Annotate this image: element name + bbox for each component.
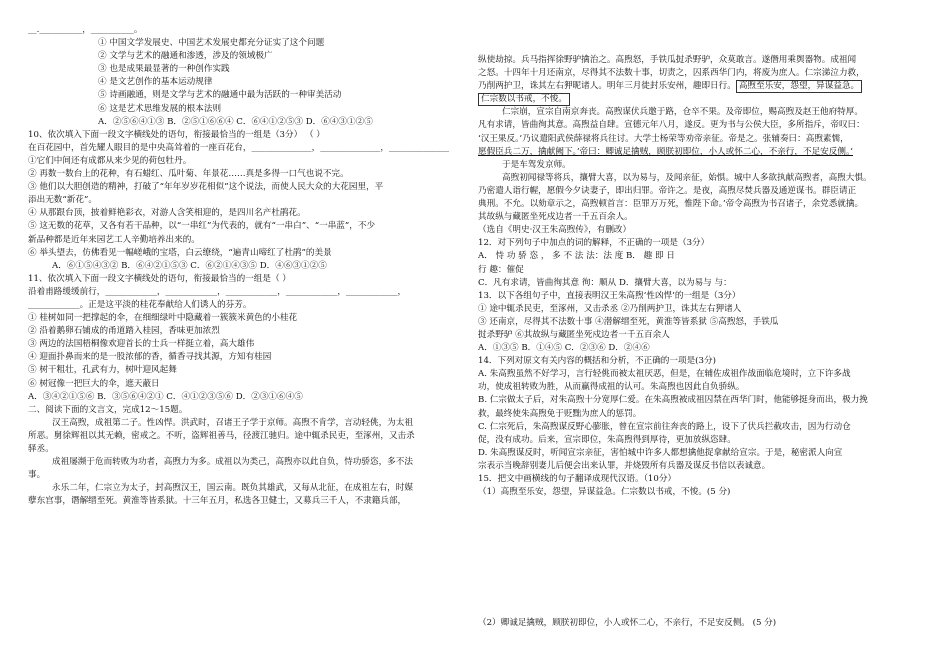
text-line [28,76,483,89]
text-line [28,116,483,129]
line-text: （选自《明史·汉王朱高煦传》，有删改） [478,225,632,236]
text-line [478,119,933,132]
line-text: ____________。正是这平淡的桂花奉献给人们诱人的芬芳。 [28,299,252,310]
line-text: ⑥ 这是艺术思维发展的根本法则 [98,103,222,114]
line-text: 事。 [28,470,46,481]
line-text: 永乐二年，仁宗立为太子，封高煦汉王，国云南。既负其雄武，又每从北征，在成祖左右，时媒 [52,483,413,494]
line-text: 高煦初闻禄等将兵，攘臂大喜，以为易与，及闻亲征，始惧。城中人多欲执献高煦者，高煦大惧。 [502,172,872,183]
text-line [478,159,933,172]
line-text: A．①③⑤ B．①④⑤ C．②③⑥ D．②④⑥ [478,343,650,354]
text-line [28,338,483,351]
text-line [28,364,483,377]
line-text: 11、依次填入下面一段文字横线处的语句，衔接最恰当的一组是（ ） [28,273,291,284]
line-text: ② 再数一数台上的花种，有石蜡红、瓜叶菊、年景花……真是多得一口气也说不完。 [28,169,349,180]
line-text: （1）高煦至乐安，怨望，异谋益急。仁宗数以书戒，不悛。(5 分) [478,487,731,498]
text-line [478,617,933,630]
text-line [478,368,933,381]
boxed-phrase: 高煦至乐安，怨望，异谋益急。 [736,80,862,93]
text-line [28,142,483,155]
text-line [28,181,483,194]
text-line [478,408,933,421]
text-line [28,404,483,417]
text-line [478,67,933,80]
text-line [478,473,933,486]
line-text: ① 桂树如同一把撑起的伞，在细细绿叶中隐藏着一簇簇米黄色的小桂花 [28,313,298,324]
text-line [28,168,483,181]
line-text: 汉王高煦，成祖第二子。性凶悍。洪武时，召诸王子学于京师。高煦不肯学，言动轻佻，为太祖 [52,417,413,428]
line-text: ①它们中间还有成都从来少见的荷包牡丹。 [28,155,192,166]
line-text: ⑤ 树干粗壮，孔武有力，树叶迎风起舞 [28,365,177,376]
text-line [478,54,933,67]
line-text: 孽东宫事，谮解缙至死。黄淮等皆系狱。十三年五月，私选各卫健士，又募兵三千人，不隶籍兵部， [28,496,407,507]
line-text: 在百花园中，首先耀人眼目的是中央高耸着的一座百花台，______________，______________，______________ [28,142,450,153]
line-text: C．凡有求请，皆曲徇其意 徇：顺从 D．攘臂大喜，以为易与 与： [478,277,732,288]
line-text: ‘汉王果反。’乃议遣阳武侯薛禄将兵往讨。大学士杨荣等劝帝亲征。帝是之。张辅奏曰：高煦素懦， [478,133,849,144]
text-line [28,469,483,482]
text-line [28,456,483,469]
line-text: ④ 是文艺创作的基本运动规律 [98,77,213,88]
line-text: A．③④②①⑤⑥ B．③⑤⑥④②① C．④①②③⑤⑥ D．②③①⑥④⑤ [28,391,303,402]
text-line [28,220,483,233]
line-text: A. 朱高煦虽然不好学习，言行轻佻而被太祖厌恶，但是，在辅佐成祖作战面临危境时，立下许多战 [478,369,851,380]
text-line [28,37,483,50]
line-text: A．②⑤⑥④①③ B．②⑤①⑥⑥④ C．⑥④①②⑤③ D．⑥④③①②⑤ [98,116,373,127]
text-line [478,93,933,106]
text-line [28,378,483,391]
line-text: 仁宗崩，宣宗自南京奔丧。高煦谋伏兵邀于路，仓卒不果。及帝即位，赐高煦及赵王他府特厚。 [502,107,863,118]
line-text: 之怒。十四年十月还南京，尽得其不法数十事，切责之，囚系西华门内，将废为庶人。仁宗涕泣力救， [478,68,865,79]
text-line [478,172,933,185]
line-text: ① 中国文学发展史、中国艺术发展史都充分证实了这个问题 [98,38,325,49]
text-line [478,198,933,211]
text-line [28,24,483,37]
line-text: 添出无数“新花”。 [28,195,97,206]
line-text: 促，没有成功。后来，宣宗即位，朱高煦得到厚待，更加放纵恣肆。 [478,434,736,445]
line-text: 沿着甫路缓缓前行，____________，____________，____________，____________，____________， [28,286,407,297]
text-line [28,286,483,299]
line-text: ② 文学与艺术的融通和渗透，涉及的领域极广 [98,51,273,62]
line-text: ④ 迎面扑鼻而来的是一股浓郁的香，循香寻找其源，方知有桂园 [28,352,272,363]
line-text: 乃密遣人诣行幄，愿假今夕诀妻子，即出归罪。帝许之。是夜，高煦尽焚兵器及通逆谋书。群臣请正 [478,185,857,196]
text-line [28,260,483,273]
line-text: 挝杀野驴 ⑥其故纵与藏匿坐死戍边者一千五百余人 [478,329,670,340]
text-line [478,106,933,119]
line-text: 凡有求请，皆曲徇其意。高煦益自肆。宣德元年八月，遂反。更为书与公侯大臣，多所指斥，帝叹曰： [478,120,865,131]
line-text: 新品种都是近年来园艺工人辛勤培养出来的。 [28,234,200,245]
line-text: B. 仁宗做太子后，对朱高煦十分宽厚仁爱。在朱高煦被成祖囚禁在西华门时，他能够挺身而出，极力挽 [478,395,868,406]
line-text: 愿假臣兵二万，擒献阙下。’帝曰：卿诚足擒贼，顾朕初即位，小人或怀二心，不亲行，不足安反侧。’ [478,146,853,157]
line-text: A． 恃 功 骄 恣 ， 多 不 法 法：法 度 B． 趣 即 日 [478,251,675,262]
text-line [478,447,933,460]
text-line [478,80,933,93]
text-line [478,277,933,290]
text-line [478,486,933,499]
text-line [478,316,933,329]
line-text: ② 沿着鹅卵石铺成的甬道踏入桂园，香味更加浓烈 [28,326,220,337]
text-line [478,394,933,407]
text-line [478,434,933,447]
line-text: （2）卿诚足擒贼，顾朕初即位，小人或怀二心，不亲行，不足安反侧。 (5 分) [478,618,777,629]
line-text: 于是车驾发京师。 [502,159,571,170]
line-text: ⑥ 举头望去，仿佛看见一幅嵯峨的宝塔，白云缭绕，“遍青山啼红了杜鹃”的美景 [28,247,332,258]
text-line [478,381,933,394]
text-line [28,194,483,207]
text-line [28,234,483,247]
text-line [28,417,483,430]
text-line [478,421,933,434]
text-line [28,103,483,116]
line-text: 15．把文中画横线的句子翻译成现代汉语。（10分） [478,474,677,484]
text-line [478,355,933,368]
line-text: 纵使劫掠。兵马指挥徐野驴擒治之。高煦怒，手铁瓜挝杀野驴，众莫敢言。遂僭用乘舆器物。成祖闻 [478,55,857,65]
boxed-phrase: 仁宗数以书戒，不悛。 [478,93,570,106]
text-line [478,329,933,342]
line-text: ⑤ 这无数的花草，又各有若干品种，以“一串红”为代表的，就有“一串白”、“一串蓝”，不少 [28,221,376,232]
text-line [28,430,483,443]
line-text: 14．下列对原文有关内容的概括和分析，不正确的一项是(3分) [478,356,716,367]
line-text: ⑤ 诗画融通，则是文学与艺术的融通中最为活跃的一种审美活动 [98,90,342,101]
line-text: 12．对下列句子中加点的词的解释，不正确的一项是（3分） [478,238,710,249]
line-text: 驿丞。 [28,444,54,454]
text-line [478,146,933,159]
text-line [28,391,483,404]
text-line [28,312,483,325]
line-text: ③ 还南京，尽得其不法数十事 ④潜解缙至死，黄淮等皆系狱 ⑤高煦怒，手铁瓜 [478,316,779,327]
text-line [28,443,483,456]
text-line [28,495,483,508]
line-text: 成祖屡濒于危而转败为功者，高煦力为多。成祖以为类己，高煦亦以此自负，恃功骄恣，多不法 [52,457,413,468]
text-line [28,482,483,495]
line-text: 10、依次填入下面一段文字横线处的语句，衔接最恰当的一组是（3分） （ ） [28,129,325,140]
line-text: 乃削两护卫，诛其左右狎昵诸人。明年三月徙封乐安州，趣即日行。 [478,81,736,92]
text-line [28,351,483,364]
line-text: 典刑。不允。以劾章示之，高煦顿首言：臣罪万万死，惟陛下命。’帝令高煦为书召诸子，余党悉就擒。 [478,199,864,210]
line-text: 13．以下各组句子中，直接表明汉王朱高煦‘性凶悍’的一组是（3分） [478,290,741,301]
line-text: C. 仁宗死后，朱高煦谋反野心膨胀，曾在宣宗前往奔丧的路上，设下了伏兵拦截攻击，因为行动仓 [478,421,851,432]
text-line [478,185,933,198]
line-text: ④ 从那跟台顶，披着鲜艳彩衣，对游人含笑相迎的，是四川名产杜鹃花。 [28,208,306,219]
text-line [478,250,933,263]
text-line [28,273,483,286]
text-line [28,207,483,220]
text-line [28,155,483,168]
line-text: ⑥ 树冠像一把巨大的伞，遮天蔽日 [28,378,160,389]
text-line [478,303,933,316]
text-line [478,211,933,224]
answer-space [478,499,933,617]
text-line [28,325,483,338]
line-text: 宗表示当晚辞别妻儿后便会出来认罪，并烧毁所有兵器及谋反书信以表诚意。 [478,460,771,471]
text-line [28,299,483,312]
line-text: ① 途中辄杀民吏，至涿州，又击杀丞 ②乃削两护卫，诛其左右狎诸人 [478,303,742,314]
text-line [478,224,933,237]
text-line [28,89,483,102]
line-text: 其故纵与藏匿坐死戍边者一千五百余人。 [478,212,633,223]
text-line [28,50,483,63]
line-text: 所恶。舅徐辉祖以其无赖，密戒之。不听，盗辉祖善马，径渡江驰归。途中辄杀民吏，至涿州，又击杀 [28,430,415,441]
line-text: __.__________，__________。 [28,25,143,35]
text-line [478,237,933,250]
text-line [478,460,933,473]
line-text: ③ 也是成果最显著的一种创作实践 [98,64,230,75]
right-column [478,54,933,630]
text-line [478,264,933,277]
line-text: 救，最终使朱高煦免于贬黜为庶人的惩罚。 [478,408,642,419]
text-line [478,290,933,303]
text-line [28,63,483,76]
line-text: ③ 他们以大胆创造的精神，打破了“年年岁岁花相似”这个说法，而使人民大众的大花园里，平 [28,182,384,193]
text-line [478,133,933,146]
text-line [28,129,483,142]
line-text: 二、阅读下面的文言文，完成12～15题。 [28,404,188,415]
text-line [28,247,483,260]
line-text: 行 趣：催促 [478,264,524,275]
text-line [478,342,933,355]
line-text: ③ 两边的法国梧桐像欢迎首长的士兵一样挺立着，高大雄伟 [28,339,255,350]
line-text: 功，使成祖转败为胜，从而赢得成祖的认可。朱高煦也因此自负骄纵。 [478,382,745,393]
line-text: A．⑥①⑤④③② B．⑥④②①⑤③ C．⑥②①④③⑤ D．④⑥③①②⑤ [52,260,327,271]
left-column [28,24,483,508]
line-text: D. 朱高煦谋反时，听闻宣宗亲征，害怕城中许多人都想擒他捉拿献给宣宗。于是，秘密派人向宣 [478,447,843,458]
